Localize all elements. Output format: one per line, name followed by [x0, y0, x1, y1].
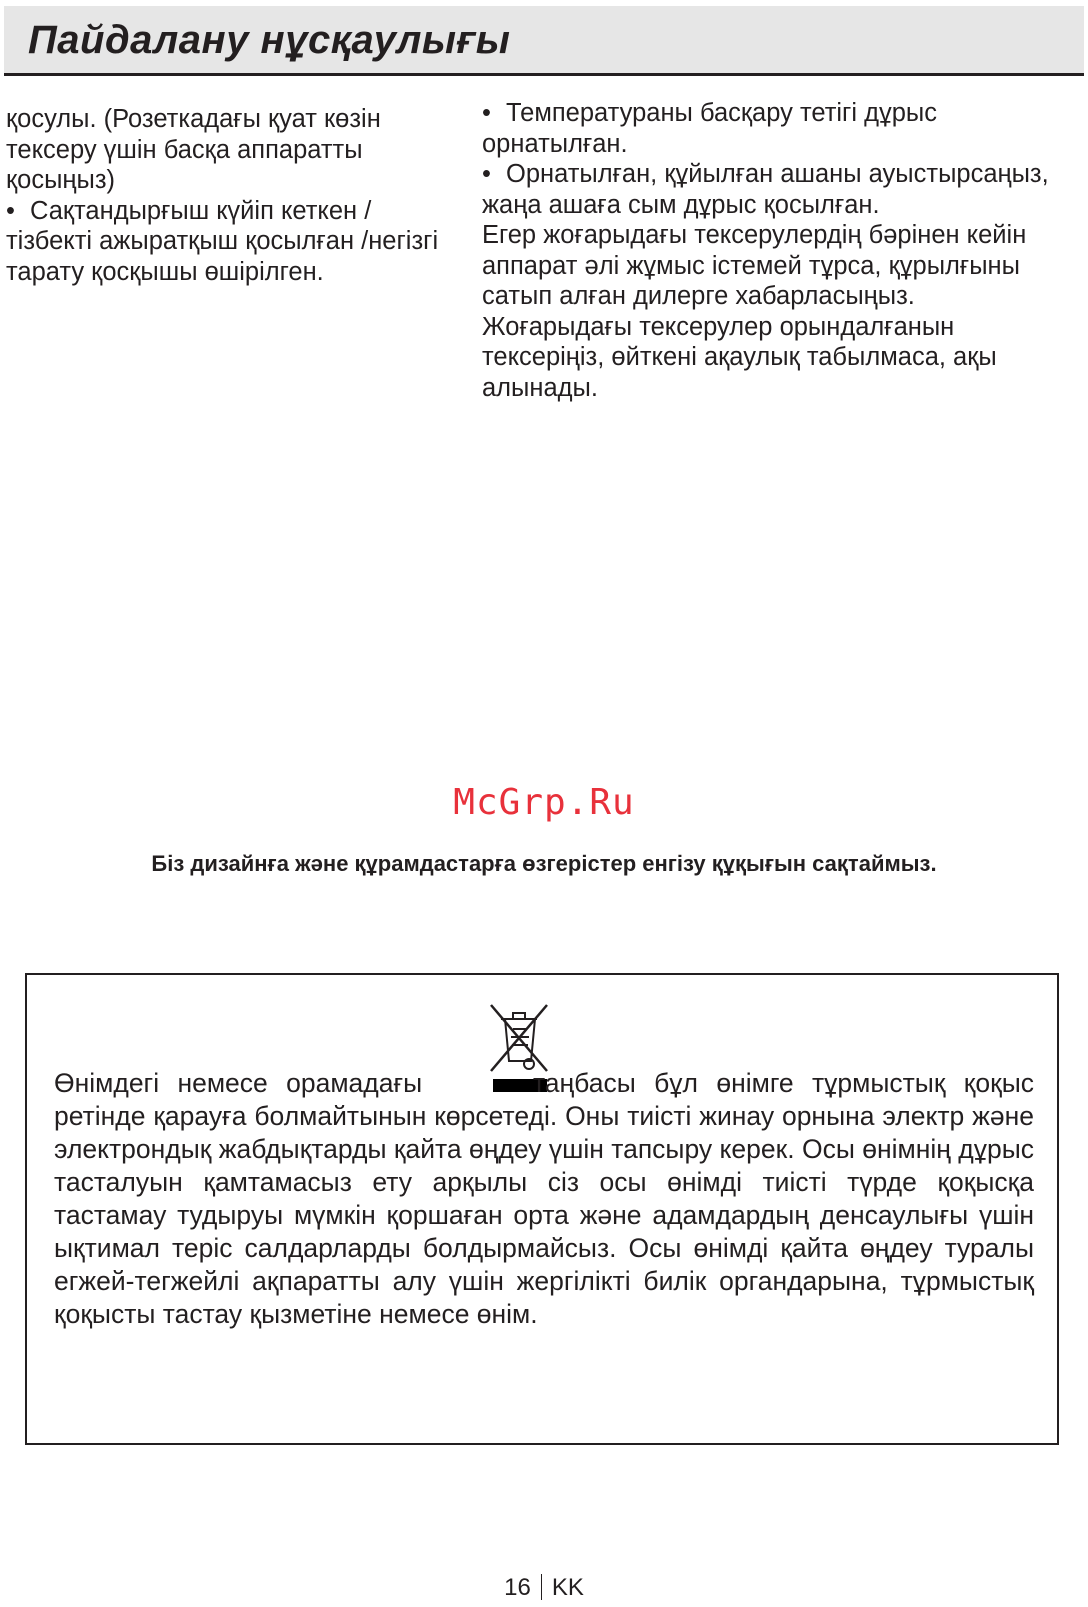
- page-footer: [0, 1574, 1088, 1602]
- disposal-notice-box: [25, 973, 1059, 1445]
- left-paragraph-1: қосулы. (Розеткадағы қуат көзін тексеру үшін басқа аппаратты қосыңыз): [6, 105, 381, 194]
- page-number: 16: [504, 1574, 531, 1601]
- crossed-out-wheelie-bin-icon: [487, 1001, 551, 1075]
- left-bullet-fuse: • Сақтандырғыш күйіп кеткен /тізбекті ажыратқыш қосылған /негізгі тарату қосқышы өшірілген.: [6, 196, 456, 288]
- rights-notice: Біз дизайнға және құрамдастарға өзгерістер енгізу құқығын сақтаймыз.: [151, 851, 937, 876]
- disposal-text-after-icon: таңбасы бұл өнімге тұрмыстық қоқыс ретінде қарауға болмайтынын көрсетеді. Оны тиісті жинау орнына электр және электрондық жабдықтарды қайта өңдеу үшін тапсыру керек. Осы өнімнің дұрыс тасталуын қамтамасыз ету арқылы сіз осы өнімді тиісті түрде қоқысқа тастамау тудыруы мүмкін қоршаған орта және адамдардың денсаулығы үшін ықтимал теріс салдарларды болдырмайсыз. Осы өнімді қайта өңдеу туралы егжей-тегжейлі ақпаратты алу үшін жергілікті билік органдарына, тұрмыстық қоқысты тастау қызметіне немесе өнім.: [54, 1068, 1034, 1329]
- right-paragraph-contact-dealer: Егер жоғарыдағы тексерулердің бәрінен кейін аппарат әлі жұмыс істемей тұрса, құрылғыны сатып алған дилерге хабарласыңыз.: [482, 221, 1027, 310]
- language-code: KK: [551, 1574, 584, 1601]
- footer-separator: [541, 1574, 542, 1600]
- right-bullet-plug: • Орнатылған, құйылған ашаны ауыстырсаңыз, жаңа ашаға сым дұрыс қосылған.: [482, 159, 1082, 220]
- page-header: [4, 6, 1084, 76]
- right-column: [482, 98, 1082, 403]
- disposal-text: [54, 1067, 1034, 1331]
- watermark: McGrp.Ru: [453, 782, 635, 823]
- right-bullet-temperature: • Температураны басқару тетігі дұрыс орнатылған.: [482, 98, 1082, 159]
- right-paragraph-fee-note: Жоғарыдағы тексерулер орындалғанын тексеріңіз, өйткені ақаулық табылмаса, ақы алынады.: [482, 312, 997, 402]
- left-column: [6, 104, 456, 287]
- disposal-text-before-icon: Өнімдегі немесе орамадағы: [54, 1068, 423, 1098]
- page-title: Пайдалану нұсқаулығы: [28, 18, 511, 62]
